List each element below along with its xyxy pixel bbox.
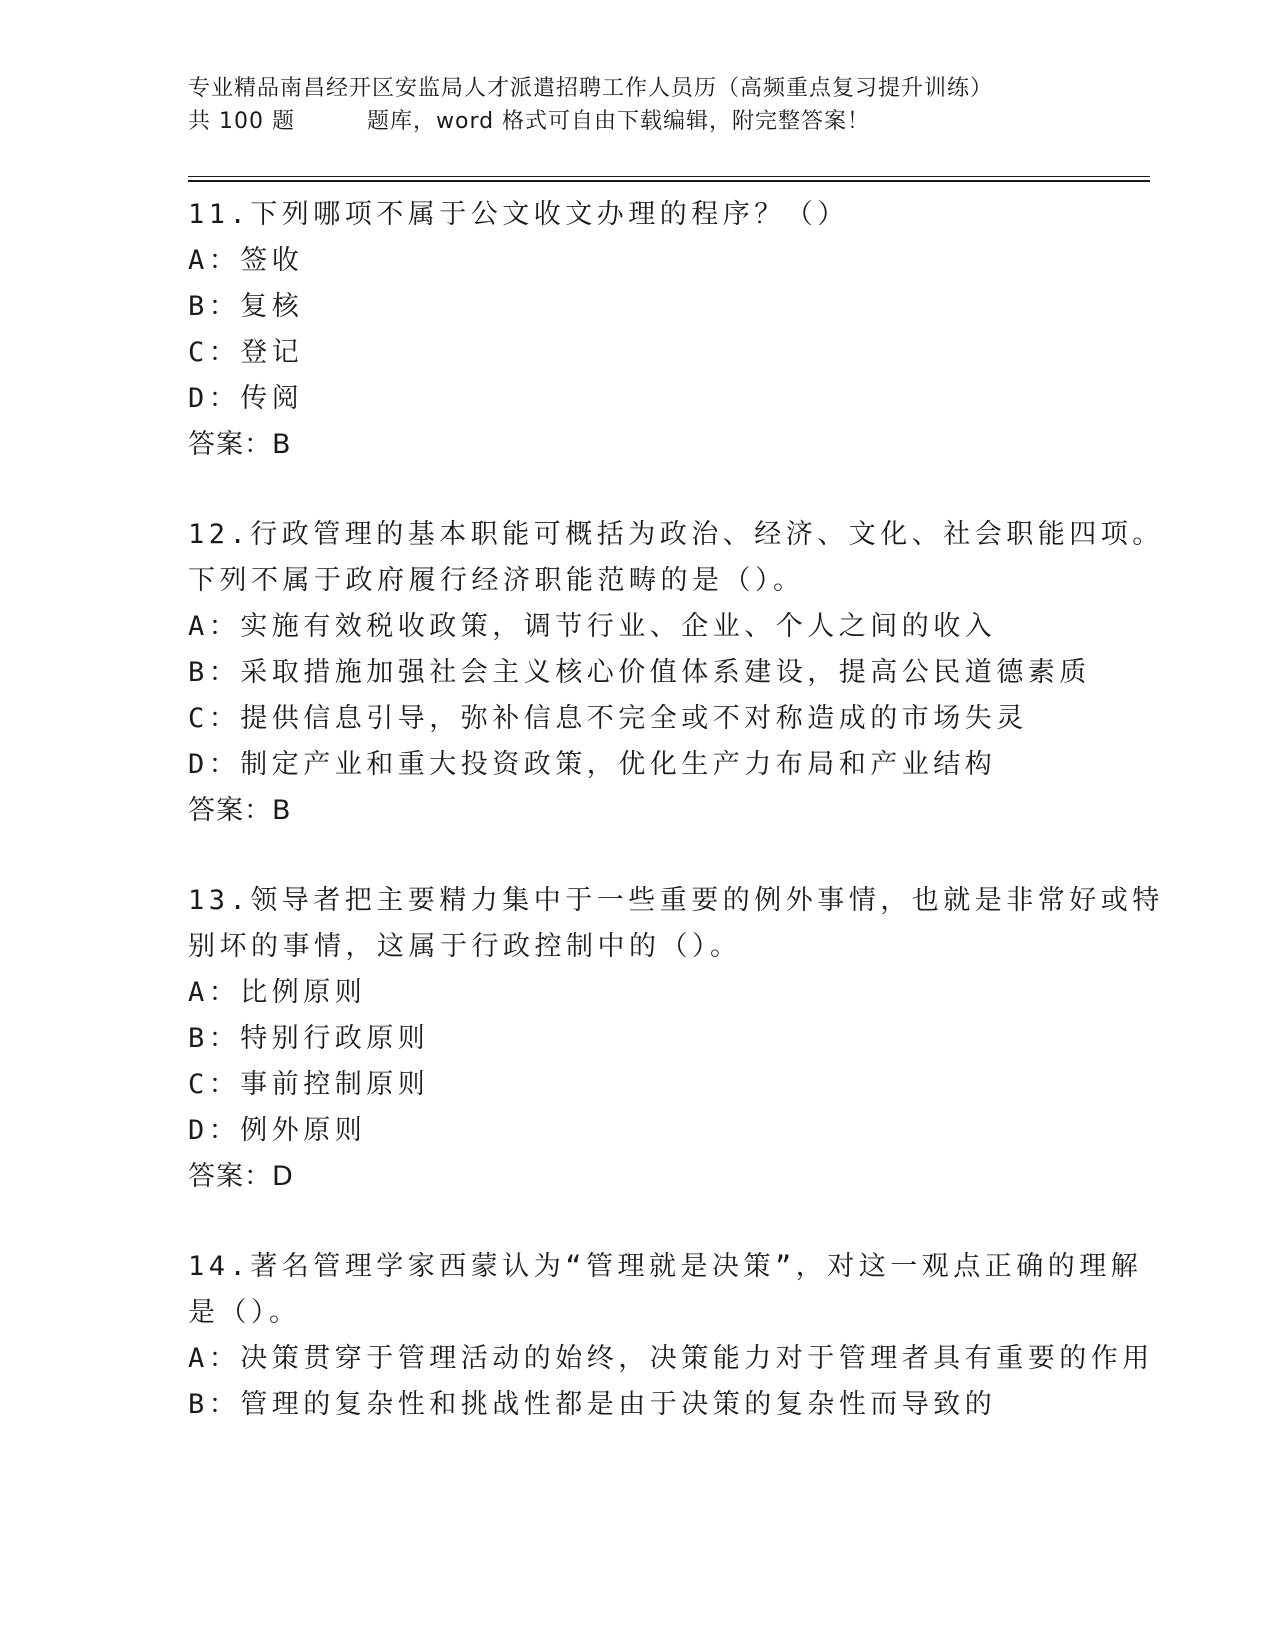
option-d: D：制定产业和重大投资政策，优化生产力布局和产业结构 (188, 749, 997, 780)
question-stem: 12.行政管理的基本职能可概括为政治、经济、文化、社会职能四项。 (188, 519, 1164, 550)
option-c: C：提供信息引导，弥补信息不完全或不对称造成的市场失灵 (188, 703, 1028, 734)
question-stem: 13.领导者把主要精力集中于一些重要的例外事情，也就是非常好或特 (188, 885, 1164, 916)
question-13 (188, 878, 1164, 1200)
answer-line: 答案：D (188, 1161, 294, 1192)
question-stem-continued: 下列不属于政府履行经济职能范畴的是（）。 (188, 565, 805, 596)
question-stem: 14.著名管理学家西蒙认为“管理就是决策”，对这一观点正确的理解 (188, 1251, 1143, 1282)
option-c: C：登记 (188, 337, 304, 368)
question-11 (188, 192, 1088, 468)
answer-line: 答案：B (188, 429, 292, 460)
option-c: C：事前控制原则 (188, 1069, 430, 1100)
header-title-line: 专业精品南昌经开区安监局人才派遣招聘工作人员历（高频重点复习提升训练） (188, 76, 994, 101)
document-header (188, 72, 1088, 138)
option-a: A：决策贯穿于管理活动的始终，决策能力对于管理者具有重要的作用 (188, 1343, 1154, 1374)
option-b: B：管理的复杂性和挑战性都是由于决策的复杂性而导致的 (188, 1389, 997, 1420)
header-divider-thin (188, 176, 1150, 177)
question-12 (188, 512, 1164, 834)
option-b: B：复核 (188, 291, 304, 322)
option-d: D：例外原则 (188, 1115, 367, 1146)
option-b: B：采取措施加强社会主义核心价值体系建设，提高公民道德素质 (188, 657, 1091, 688)
format-note: 题库，word 格式可自由下载编辑，附完整答案！ (366, 109, 871, 134)
answer-line: 答案：B (188, 795, 292, 826)
header-divider-thick (188, 180, 1150, 182)
option-a: A：比例原则 (188, 977, 367, 1008)
option-b: B：特别行政原则 (188, 1023, 430, 1054)
question-stem-continued: 别坏的事情，这属于行政控制中的（）。 (188, 931, 742, 962)
question-stem-continued: 是（）。 (188, 1297, 301, 1328)
question-list (188, 192, 1164, 1472)
option-a: A：签收 (188, 245, 304, 276)
header-subtitle-line (188, 105, 1088, 138)
option-d: D：传阅 (188, 383, 304, 414)
question-14 (188, 1244, 1154, 1428)
question-stem: 11.下列哪项不属于公文收文办理的程序？（） (188, 199, 849, 230)
question-count: 共 100 题 (188, 109, 295, 134)
option-a: A：实施有效税收政策，调节行业、企业、个人之间的收入 (188, 611, 997, 642)
